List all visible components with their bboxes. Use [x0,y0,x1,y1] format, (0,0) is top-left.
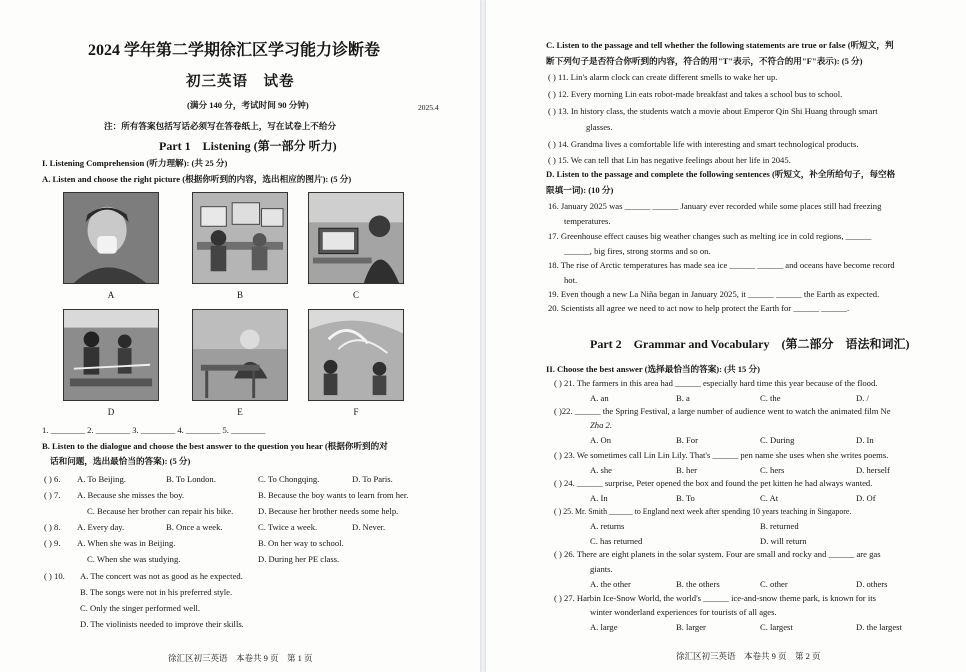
water-fight-icon [309,310,403,400]
sectionB-heading: B. Listen to the dialogue and choose the best answer to the question you hear (根据你听到的对 [42,441,388,451]
question-24-option-c: C. At [760,493,779,503]
question-9-option-d: D. During her PE class. [258,554,340,564]
sectionA-heading: A. Listen and choose the right picture (根据你听到的内容，选出相应的图片): (5 分) [42,174,352,184]
question-9-option-c: C. When she was studying. [87,554,181,564]
statement-13: ( ) 13. In history class, the students watch a movie about Emperor Qin Shi Huang through smart [548,106,878,116]
part1-heading: Part 1 Listening (第一部分 听力) [159,139,337,153]
sentence-18: 18. The rise of Arctic temperatures has made sea ice ______ ______ and oceans have become record [548,260,895,270]
picture-b-label: B [236,290,243,300]
question-21-option-a: A. an [590,393,609,403]
picture-a-label: A [107,290,115,300]
question-22-option-a: A. On [590,435,612,445]
question-10-option-a: A. The concert was not as good as he expected. [80,571,243,581]
question-9-number: ( ) 9. [44,538,61,548]
question-25-option-d: D. will return [760,536,807,546]
picture-e-label: E [237,407,243,417]
people-exercising-icon [64,310,158,400]
sentence-19: 19. Even though a new La Niña began in January 2025, it ______ ______ the Earth as expected. [548,289,880,299]
statement-14: ( ) 14. Grandma lives a comfortable life with interesting and smart technological products. [548,139,859,149]
question-10-option-b: B. The songs were not in his preferred style. [80,587,233,597]
question-27-option-c: C. largest [760,622,793,632]
question-24-option-a: A. In [590,493,608,503]
person-at-table-icon [193,310,287,400]
question-21-option-b: B. a [676,393,690,403]
question-24-option-d: D. Of [856,493,876,503]
question-6-option-d: D. To Paris. [352,474,393,484]
question-25-option-a: A. returns [590,521,625,531]
page1-footer: 徐汇区初三英语 本卷共 9 页 第 1 页 [168,653,313,663]
question-23-option-b: B. her [676,465,698,475]
question-7-option-b: B. Because the boy wants to learn from her. [258,490,409,500]
question-26-stem-cont: giants. [590,564,613,574]
question-22-option-b: B. For [676,435,698,445]
sentence-17-cont: ______, big fires, strong storms and so on. [564,246,711,256]
statement-11: ( ) 11. Lin's alarm clock can create different smells to wake her up. [548,72,778,82]
picture-b [192,192,288,284]
exam-notice: 注：所有答案包括写话必须写在答卷纸上，写在试卷上不给分 [104,121,337,131]
office-computers-icon [193,193,287,283]
person-typing-icon [309,193,403,283]
picture-c [308,192,404,284]
exam-page-1 [0,0,480,672]
question-25-option-b: B. returned [760,521,799,531]
question-9-option-a: A. When she was in Beijing. [77,538,176,548]
question-22-stem-cont: Zha 2. [590,420,612,430]
question-27-stem: ( ) 27. Harbin Ice-Snow World, the world's ______ ice-and-snow theme park, is known for its [554,593,876,603]
question-23-option-a: A. she [590,465,612,475]
statement-15: ( ) 15. We can tell that Lin has negative feelings about her life in 2045. [548,155,791,165]
sectionD-heading: D. Listen to the passage and complete the following sentences (听短文，补全所给句子，每空格 [546,169,896,179]
question-26-stem: ( ) 26. There are eight planets in the solar system. Four are small and rocky and ______ are gas [554,549,881,559]
question-24-stem: ( ) 24. ______ surprise, Peter opened the box and found the pet kitten he had always wanted. [554,478,873,488]
answer-blanks: 1. ________ 2. ________ 3. ________ 4. ________ 5. ________ [42,425,266,435]
question-26-option-a: A. the other [590,579,631,589]
question-7-number: ( ) 7. [44,490,61,500]
sentence-17: 17. Greenhouse effect causes big weather changes such as melting ice in cold regions, ______ [548,231,872,241]
question-22-option-c: C. During [760,435,795,445]
score-note: (满分 140 分，考试时间 90 分钟) [187,100,309,110]
question-7-option-c: C. Because her brother can repair his bike. [87,506,234,516]
section1-heading: I. Listening Comprehension (听力理解): (共 25 分) [42,158,228,168]
question-8-option-a: A. Every day. [77,522,125,532]
question-27-option-d: D. the largest [856,622,902,632]
person-sneezing-icon [64,193,158,283]
question-7-option-d: D. Because her brother needs some help. [258,506,399,516]
question-24-option-b: B. To [676,493,695,503]
exam-title: 2024 学年第二学期徐汇区学习能力诊断卷 [88,42,381,59]
exam-date: 2025.4 [418,103,439,112]
question-26-option-d: D. others [856,579,888,589]
question-10-option-d: D. The violinists needed to improve their skills. [80,619,244,629]
question-25-stem: ( ) 25. Mr. Smith ______ to England next week after spending 10 years teaching in Singapore. [554,507,852,516]
sentence-16-cont: temperatures. [564,216,611,226]
sectionC-heading: C. Listen to the passage and tell whether the following statements are true or false (听短文，判 [546,40,894,50]
question-21-option-c: C. the [760,393,781,403]
question-8-option-d: D. Never. [352,522,386,532]
picture-e [192,309,288,401]
sentence-18-cont: hot. [564,275,578,285]
question-8-option-b: B. Once a week. [166,522,223,532]
sentence-16: 16. January 2025 was ______ ______ January ever recorded while some places still had freezing [548,201,882,211]
question-6-option-b: B. To London. [166,474,216,484]
question-23-option-d: D. herself [856,465,890,475]
question-6-option-c: C. To Chongqing. [258,474,320,484]
question-10-number: ( ) 10. [44,571,65,581]
question-8-option-c: C. Twice a week. [258,522,318,532]
question-6-number: ( ) 6. [44,474,61,484]
picture-d [63,309,159,401]
picture-a [63,192,159,284]
part2-heading: Part 2 Grammar and Vocabulary (第二部分 语法和词汇) [590,337,910,351]
sentence-20: 20. Scientists all agree we need to act now to help protect the Earth for ______ ______. [548,303,850,313]
statement-13-cont: glasses. [586,122,613,132]
question-23-option-c: C. hers [760,465,785,475]
question-25-option-c: C. has returned [590,536,643,546]
question-26-option-c: C. other [760,579,788,589]
picture-f [308,309,404,401]
question-8-number: ( ) 8. [44,522,61,532]
question-27-stem-cont: winter wonderland experiences for tourists of all ages. [590,607,777,617]
exam-page-2 [486,0,966,672]
statement-12: ( ) 12. Every morning Lin eats robot-made breakfast and takes a school bus to school. [548,89,843,99]
question-22-option-d: D. In [856,435,874,445]
question-27-option-a: A. large [590,622,618,632]
question-21-stem: ( ) 21. The farmers in this area had ______ especially hard time this year because of the flood. [554,378,878,388]
question-22-stem: ( )22. ______ the Spring Festival, a large number of audience went to watch the animated film Ne [554,406,891,416]
picture-c-label: C [352,290,359,300]
sectionB-heading-cont: 话和问题，选出最恰当的答案): (5 分) [50,456,191,466]
exam-subtitle: 初三英语 试卷 [186,74,295,90]
sectionC-heading-cont: 断下列句子是否符合你听到的内容，符合的用"T"表示，不符合的用"F"表示): (5 分) [546,56,863,66]
question-10-option-c: C. Only the singer performed well. [80,603,201,613]
question-27-option-b: B. larger [676,622,706,632]
question-9-option-b: B. On her way to school. [258,538,344,548]
question-23-stem: ( ) 23. We sometimes call Lin Lin Lily. That's ______ pen name she uses when she writes poems. [554,450,889,460]
question-6-option-a: A. To Beijing. [77,474,126,484]
section2-heading: II. Choose the best answer (选择最恰当的答案): (共 15 分) [546,364,760,374]
sectionD-heading-cont: 限填一词): (10 分) [546,185,614,195]
picture-d-label: D [107,407,115,417]
picture-f-label: F [353,407,359,417]
question-26-option-b: B. the others [676,579,720,589]
question-7-option-a: A. Because she misses the boy. [77,490,185,500]
question-21-option-d: D. / [856,393,869,403]
page2-footer: 徐汇区初三英语 本卷共 9 页 第 2 页 [676,651,821,661]
